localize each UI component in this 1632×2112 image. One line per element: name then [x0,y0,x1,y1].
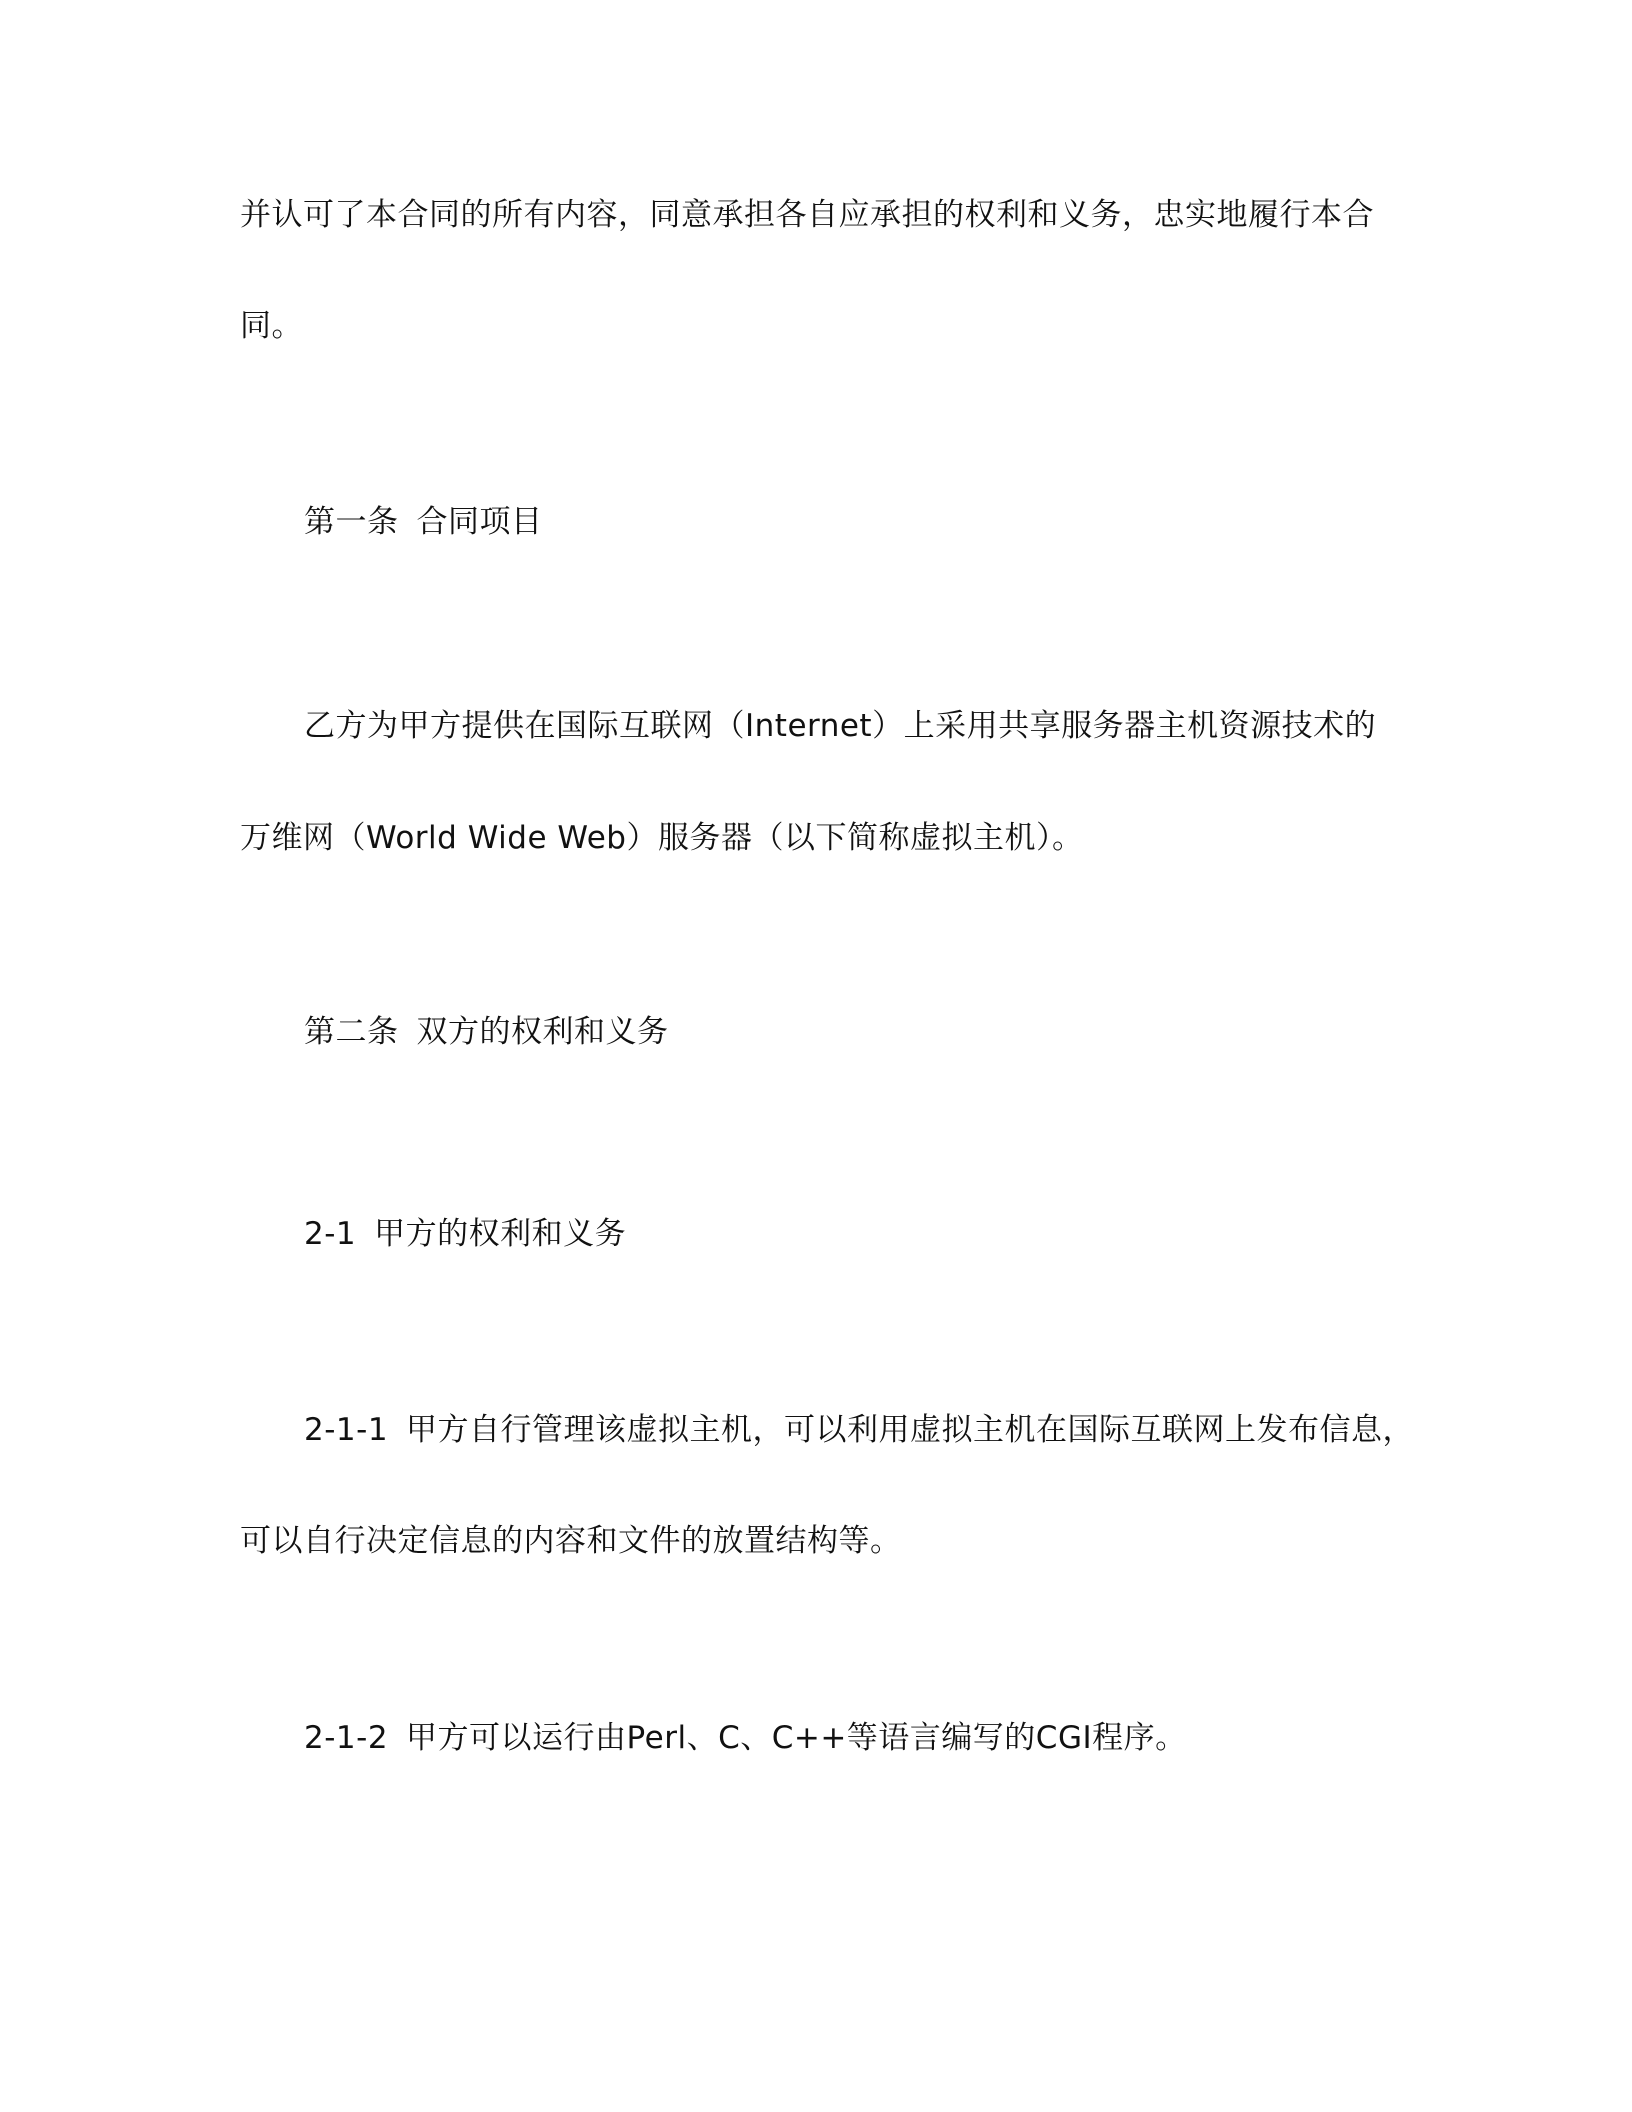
article-1-number: 第一条 [304,504,399,540]
clause-2-1-1-line-1 [304,1410,1414,1450]
article-1-heading [304,502,543,542]
article-2-title: 双方的权利和义务 [416,1014,669,1050]
clause-2-1-2-number: 2-1-2 [304,1720,389,1756]
section-2-1-number: 2-1 [304,1216,357,1252]
section-2-1-title: 甲方的权利和义务 [374,1216,627,1252]
article-2-heading [304,1012,669,1052]
clause-2-1-1-line-2: 可以自行决定信息的内容和文件的放置结构等。 [240,1523,902,1559]
intro-line-1: 并认可了本合同的所有内容，同意承担各自应承担的权利和义务，忠实地履行本合 [240,197,1374,233]
article-1-body-line-2: 万维网（World Wide Web）服务器（以下简称虚拟主机）。 [240,820,1084,856]
clause-2-1-1-number: 2-1-1 [304,1412,389,1448]
clause-2-1-2-line [304,1718,1187,1758]
clause-2-1-1-text-1: 甲方自行管理该虚拟主机，可以利用虚拟主机在国际互联网上发布信息， [406,1412,1415,1448]
section-2-1-heading [304,1214,626,1254]
article-2-number: 第二条 [304,1014,399,1050]
intro-line-2: 同。 [240,308,303,344]
article-1-body-line-1: 乙方为甲方提供在国际互联网（Internet）上采用共享服务器主机资源技术的 [304,708,1377,744]
clause-2-1-2-text: 甲方可以运行由Perl、C、C++等语言编写的CGI程序。 [406,1720,1187,1756]
article-1-title: 合同项目 [416,504,543,540]
